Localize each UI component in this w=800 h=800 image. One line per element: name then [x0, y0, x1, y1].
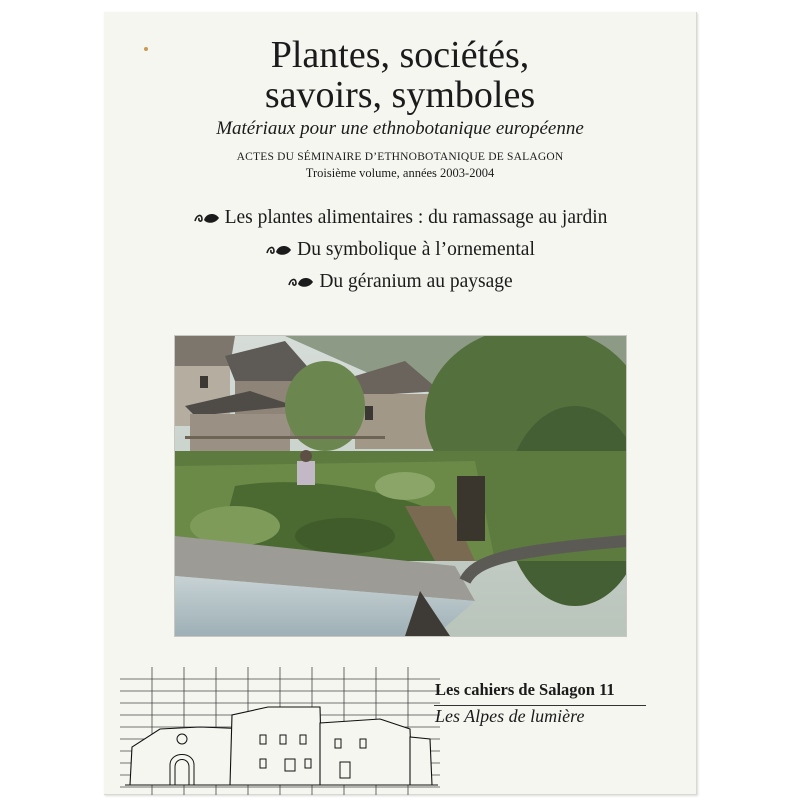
topic-item [104, 266, 696, 298]
title-line-2: savoirs, symboles [264, 74, 536, 116]
topic-list [104, 202, 696, 298]
proceedings-line: ACTES DU SÉMINAIRE D’ETHNOBOTANIQUE DE SALAGON [236, 151, 564, 163]
leaf-ornament-icon [265, 243, 292, 257]
leaf-ornament-icon [193, 211, 220, 225]
publisher-name: Les Alpes de lumière [435, 706, 585, 726]
topic-label: Les plantes alimentaires : du ramassage au jardin [224, 207, 608, 228]
book-cover [104, 12, 697, 795]
leaf-ornament-icon [287, 275, 314, 289]
volume-line: Troisième volume, années 2003-2004 [305, 166, 495, 180]
topic-label: Du symbolique à l’ornemental [297, 239, 535, 260]
topic-item [104, 202, 696, 234]
series-title: Les cahiers de Salagon 11 [435, 680, 615, 699]
subtitle: Matériaux pour une ethnobotanique européenne [216, 118, 584, 139]
village-garden-photo [174, 335, 627, 637]
topic-label: Du géranium au paysage [319, 271, 513, 292]
topic-item [104, 234, 696, 266]
title-line-1: Plantes, sociétés, [270, 34, 530, 76]
salagon-priory-line-drawing [120, 667, 440, 795]
